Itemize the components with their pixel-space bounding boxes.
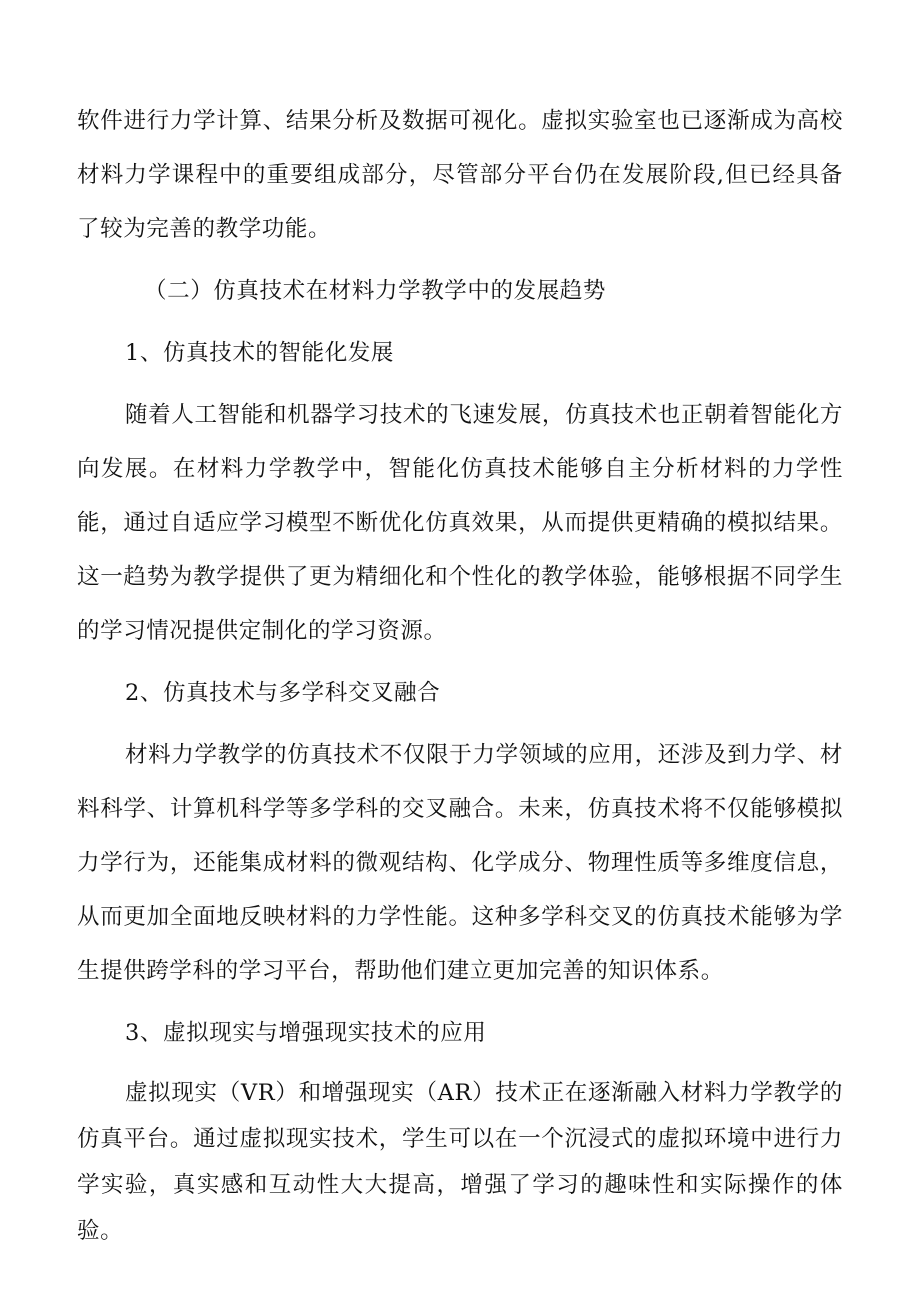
subsection-heading-2: 2、仿真技术与多学科交叉融合 <box>125 680 441 706</box>
section-heading: （二）仿真技术在材料力学教学中的发展趋势 <box>144 278 607 304</box>
paragraph-intelligent-simulation: 随着人工智能和机器学习技术的飞速发展，仿真技术也正朝着智能化方向发展。在材料力学教学中，智能化仿真技术能够自主分析材料的力学性能，通过自适应学习模型不断优化仿真效果，从而提供更精确的模拟结果。这一趋势为教学提供了更为精细化和个性化的教学体验，能够根据不同学生的学习情况提供定制化的学习资源。 <box>77 402 843 644</box>
paragraph-continuation: 软件进行力学计算、结果分析及数据可视化。虚拟实验室也已逐渐成为高校材料力学课程中的重要组成部分，尽管部分平台仍在发展阶段,但已经具备了较为完善的教学功能。 <box>77 108 843 242</box>
paragraph-interdisciplinary: 材料力学教学的仿真技术不仅限于力学领域的应用，还涉及到力学、材料科学、计算机科学等多学科的交叉融合。未来，仿真技术将不仅能够模拟力学行为，还能集成材料的微观结构、化学成分、物理性质等多维度信息，从而更加全面地反映材料的力学性能。这种多学科交叉的仿真技术能够为学生提供跨学科的学习平台，帮助他们建立更加完善的知识体系。 <box>77 742 843 984</box>
paragraph-vr-ar: 虚拟现实（VR）和增强现实（AR）技术正在逐渐融入材料力学教学的仿真平台。通过虚拟现实技术，学生可以在一个沉浸式的虚拟环境中进行力学实验，真实感和互动性大大提高，增强了学习的趣味性和实际操作的体验。 <box>77 1080 843 1244</box>
subsection-heading-1: 1、仿真技术的智能化发展 <box>125 340 395 366</box>
document-page <box>77 94 843 1254</box>
subsection-heading-3: 3、虚拟现实与增强现实技术的应用 <box>125 1020 487 1046</box>
